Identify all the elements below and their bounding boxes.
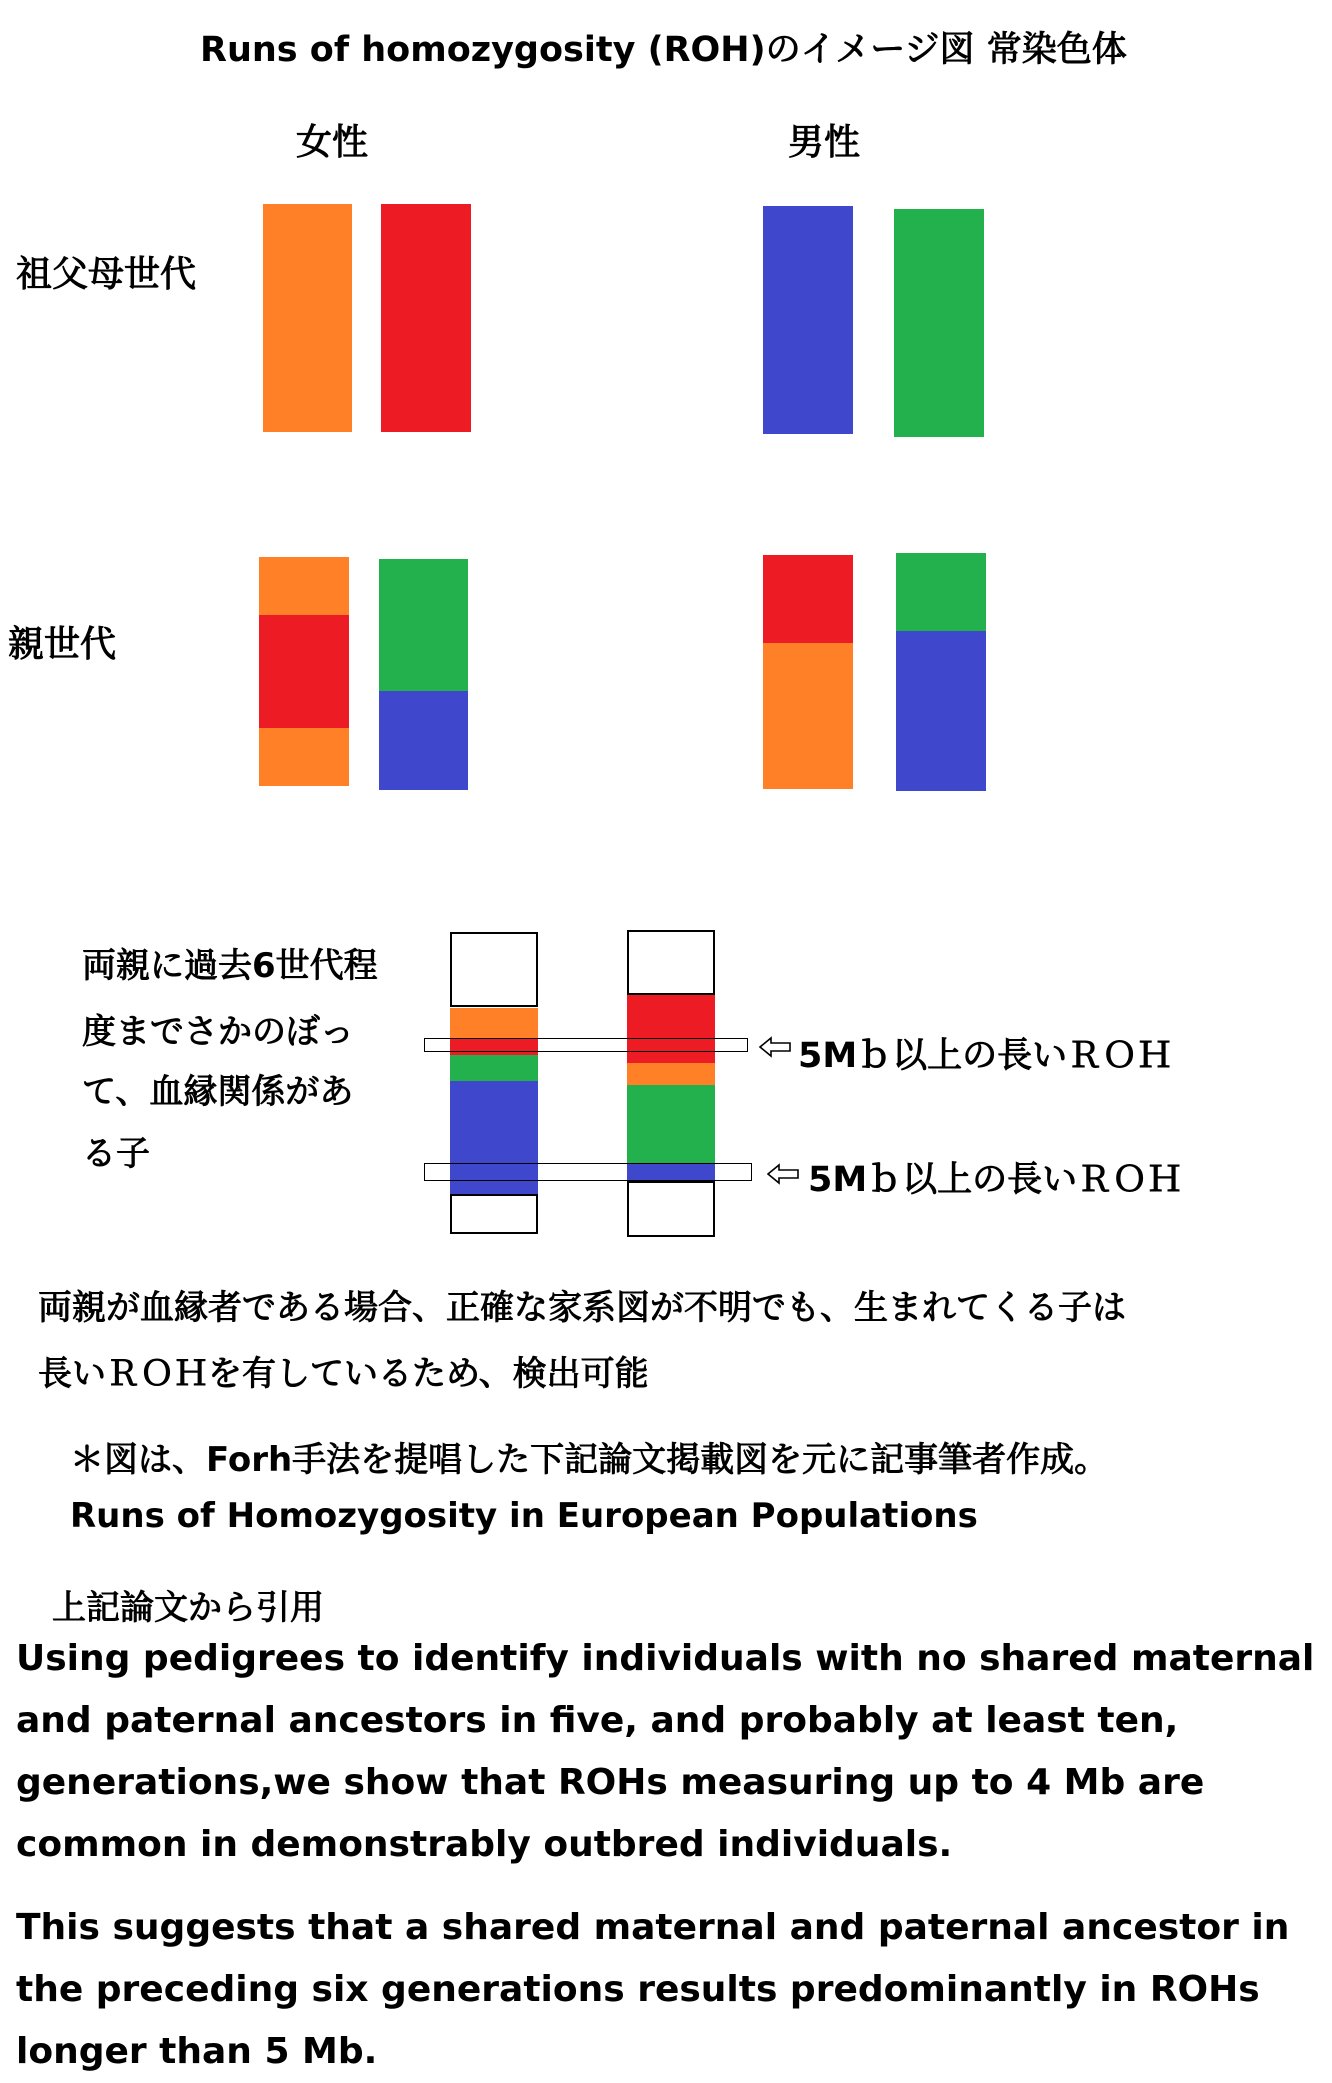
- female-label: 女性: [296, 122, 369, 163]
- child-chr2-blank-top: [627, 930, 715, 995]
- roh-note-line-2: 長いＲＯＨを有しているため、検出可能: [38, 1354, 649, 1394]
- roh-note-line-1: 両親が血縁者である場合、正確な家系図が不明でも、生まれてくる子は: [38, 1288, 1126, 1328]
- mother-chr2-segment-green: [379, 559, 468, 691]
- parent-generation-label: 親世代: [8, 624, 117, 665]
- child-chr1-segment-orange: [450, 1008, 538, 1039]
- father-chr1-segment-orange: [763, 643, 853, 789]
- roh-highlight-bar-1: [424, 1038, 748, 1052]
- child-chr1-blank-bottom: [450, 1194, 538, 1234]
- child-description-line-3: て、血縁関係があ: [82, 1072, 354, 1112]
- child-chr2-blank-bottom: [627, 1181, 715, 1237]
- source-note: ＊図は、Forh手法を提唱した下記論文掲載図を元に記事筆者作成。: [70, 1440, 1109, 1480]
- roh-annotation-1: 5Mｂ以上の長いＲＯＨ: [798, 1036, 1173, 1076]
- child-chr1-segment-green: [450, 1055, 538, 1081]
- child-chr2-segment-green: [627, 1085, 715, 1163]
- page-title: Runs of homozygosity (ROH)のイメージ図 常染色体: [200, 30, 1127, 70]
- quote-paragraph-2: This suggests that a shared maternal and paternal ancestor in the preceding six generations results predominantly in ROHs longer than 5 Mb.: [16, 1907, 1290, 2072]
- grandfather-chromosome-2: [894, 209, 984, 437]
- roh-annotation-2: 5Mｂ以上の長いＲＯＨ: [808, 1160, 1183, 1200]
- father-chr1-segment-red: [763, 555, 853, 643]
- child-description-line-2: 度までさかのぼっ: [82, 1012, 354, 1052]
- mother-chr1-segment-orange-top: [259, 557, 349, 615]
- mother-chr1-segment-red: [259, 615, 349, 728]
- father-chr2-segment-green: [896, 553, 986, 631]
- quote-heading: 上記論文から引用: [52, 1588, 324, 1628]
- father-chr2-segment-blue: [896, 631, 986, 791]
- quote-paragraph-1: Using pedigrees to identify individuals with no shared maternal and paternal ancestors in five, and probably at least ten, generations,we show that ROHs measuring up to 4 Mb are common in demonstrably outbred individuals.: [16, 1638, 1315, 1865]
- mother-chr1-segment-orange-bottom: [259, 728, 349, 786]
- mother-chr2-segment-blue: [379, 691, 468, 790]
- left-arrow-icon: [766, 1163, 800, 1185]
- grandmother-chromosome-1: [263, 204, 352, 432]
- child-chr2-segment-red: [627, 995, 715, 1063]
- grandfather-chromosome-1: [763, 206, 853, 434]
- child-description-line-4: る子: [82, 1134, 150, 1174]
- child-chr1-blank-top: [450, 932, 538, 1007]
- grandmother-chromosome-2: [381, 204, 471, 432]
- paper-title: Runs of Homozygosity in European Populations: [70, 1496, 978, 1536]
- roh-highlight-bar-2: [424, 1163, 752, 1181]
- grandparent-generation-label: 祖父母世代: [16, 254, 197, 295]
- child-chr2-segment-orange: [627, 1063, 715, 1085]
- child-description-line-1: 両親に過去6世代程: [82, 946, 378, 986]
- male-label: 男性: [788, 122, 861, 163]
- left-arrow-icon: [758, 1036, 792, 1058]
